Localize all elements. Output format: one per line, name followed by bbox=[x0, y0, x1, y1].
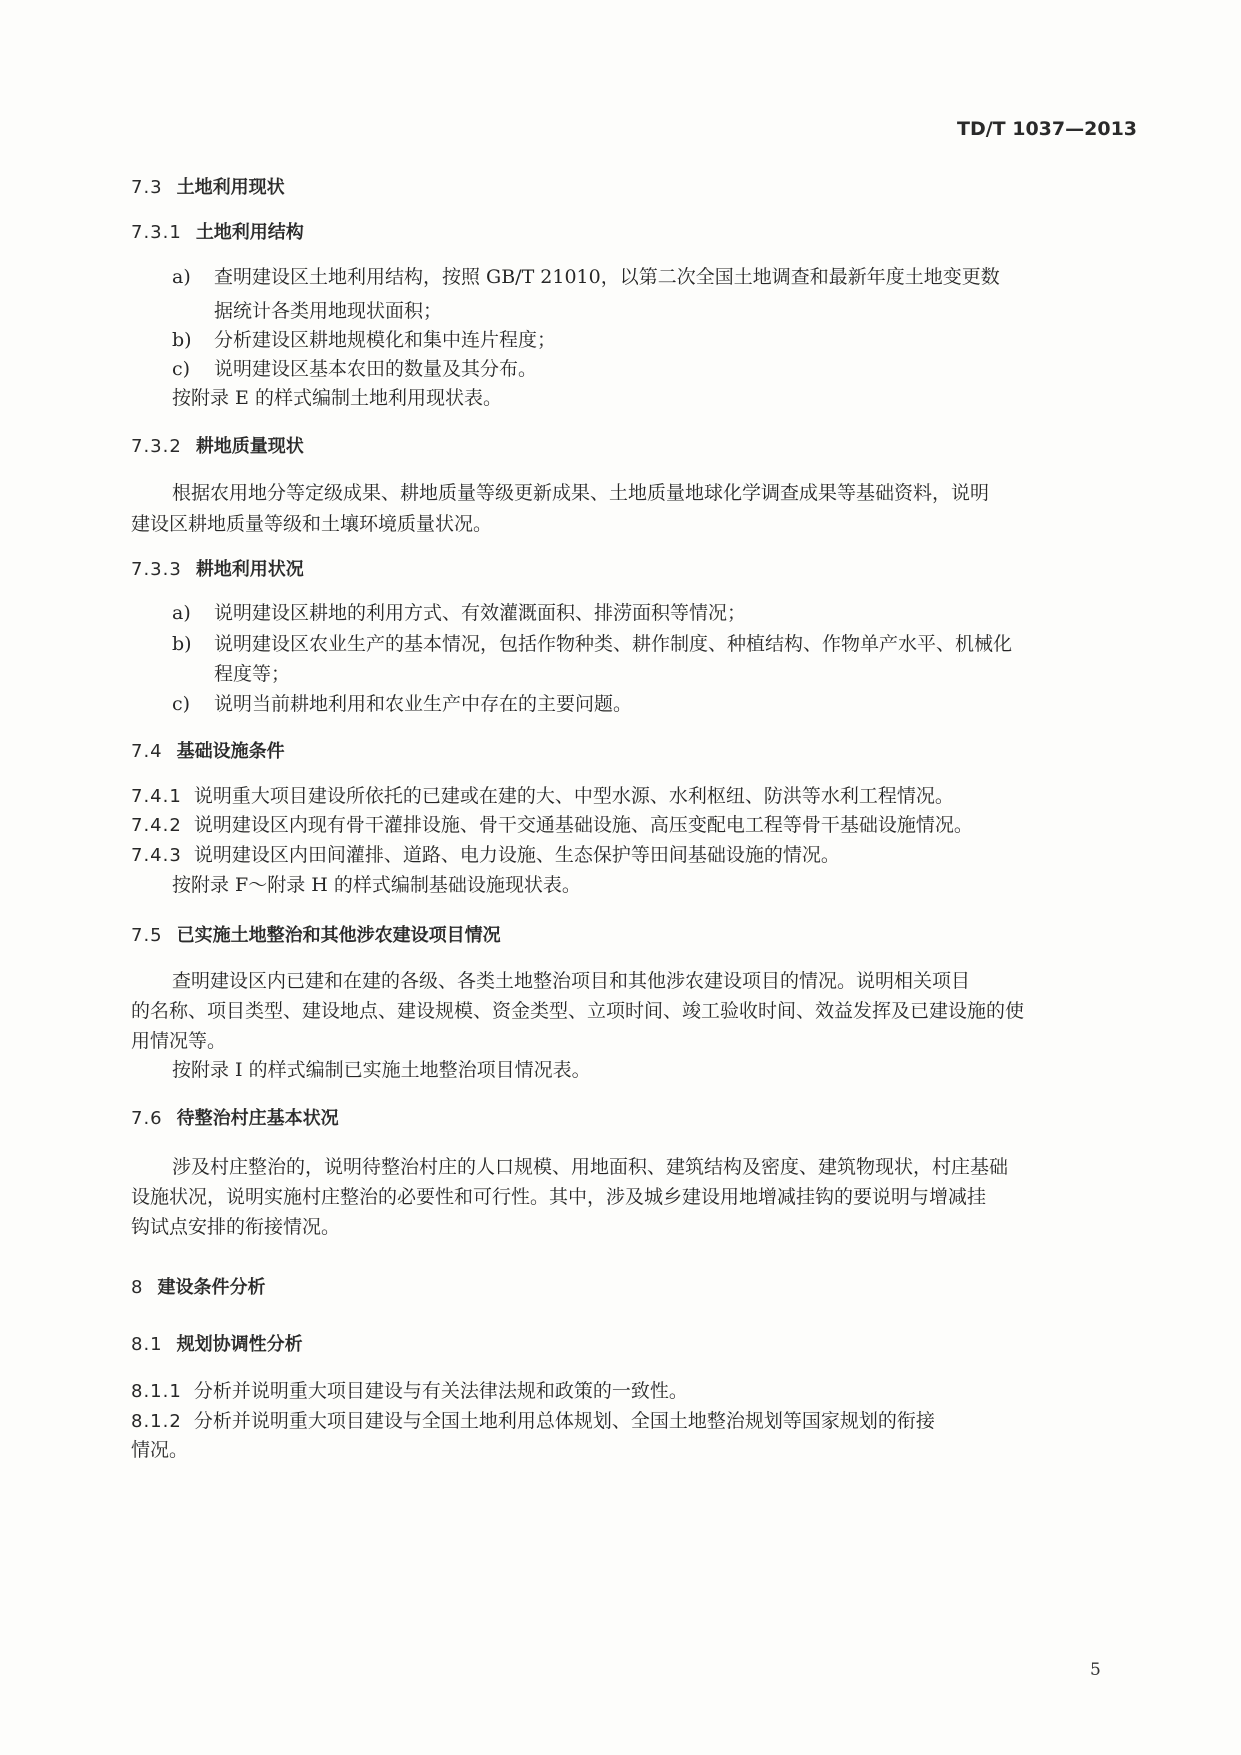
list-label: a) bbox=[172, 266, 191, 288]
standard-code-header: TD/T 1037—2013 bbox=[957, 118, 1138, 140]
note-text: 按附录 E 的样式编制土地利用现状表。 bbox=[172, 387, 502, 409]
paragraph-line: 涉及村庄整治的，说明待整治村庄的人口规模、用地面积、建筑结构及密度、建筑物现状，村庄基础 bbox=[172, 1156, 1009, 1178]
clause-text: 分析并说明重大项目建设与有关法律法规和政策的一致性。 bbox=[193, 1380, 688, 1402]
list-text-cont: 据统计各类用地现状面积； bbox=[214, 300, 443, 322]
paragraph-line: 根据农用地分等定级成果、耕地质量等级更新成果、土地质量地球化学调查成果等基础资料，说明 bbox=[172, 482, 990, 504]
list-text: 说明建设区耕地的利用方式、有效灌溉面积、排涝面积等情况； bbox=[214, 602, 747, 624]
clause-number: 8.1.1 bbox=[131, 1381, 182, 1402]
heading-number: 7.3.1 bbox=[131, 222, 182, 243]
heading-7-5 bbox=[131, 921, 501, 947]
list-item bbox=[172, 596, 746, 630]
clause-text: 说明重大项目建设所依托的已建或在建的大、中型水源、水利枢纽、防洪等水利工程情况。 bbox=[193, 785, 954, 807]
list-text-cont: 程度等； bbox=[214, 663, 291, 685]
heading-title: 已实施土地整治和其他涉农建设项目情况 bbox=[176, 925, 501, 946]
heading-title: 规划协调性分析 bbox=[176, 1334, 303, 1355]
heading-7-3-2 bbox=[131, 432, 304, 458]
list-text: 说明建设区基本农田的数量及其分布。 bbox=[214, 358, 538, 380]
heading-title: 耕地质量现状 bbox=[195, 436, 304, 457]
list-item bbox=[172, 687, 632, 721]
note-text: 按附录 F～附录 H 的样式编制基础设施现状表。 bbox=[172, 874, 581, 896]
heading-7-3 bbox=[131, 173, 285, 199]
paragraph-line: 查明建设区内已建和在建的各级、各类土地整治项目和其他涉农建设项目的情况。说明相关项目 bbox=[172, 970, 971, 992]
list-text: 分析建设区耕地规模化和集中连片程度； bbox=[214, 329, 557, 351]
heading-7-4 bbox=[131, 737, 285, 763]
list-label: c) bbox=[172, 693, 191, 715]
clause-text: 说明建设区内田间灌排、道路、电力设施、生态保护等田间基础设施的情况。 bbox=[193, 844, 840, 866]
list-text: 查明建设区土地利用结构，按照 GB/T 21010，以第二次全国土地调查和最新年度土地变更数 bbox=[214, 266, 1000, 288]
paragraph-line: 建设区耕地质量等级和土壤环境质量状况。 bbox=[131, 513, 493, 535]
note-text: 按附录 I 的样式编制已实施土地整治项目情况表。 bbox=[172, 1059, 591, 1081]
clause-8-1-2 bbox=[131, 1404, 935, 1439]
paragraph-line: 用情况等。 bbox=[131, 1030, 227, 1052]
clause-number: 7.4.2 bbox=[131, 815, 182, 836]
heading-number: 7.5 bbox=[131, 925, 163, 946]
heading-number: 7.3 bbox=[131, 177, 163, 198]
list-item bbox=[172, 627, 1012, 661]
heading-title: 土地利用现状 bbox=[176, 177, 285, 198]
list-text: 说明建设区农业生产的基本情况，包括作物种类、耕作制度、种植结构、作物单产水平、机械化 bbox=[214, 633, 1013, 655]
paragraph-line: 的名称、项目类型、建设地点、建设规模、资金类型、立项时间、竣工验收时间、效益发挥及已建设施的使 bbox=[131, 1000, 1025, 1022]
heading-number: 7.3.3 bbox=[131, 559, 182, 580]
clause-text: 说明建设区内现有骨干灌排设施、骨干交通基础设施、高压变配电工程等骨干基础设施情况。 bbox=[193, 814, 973, 836]
list-item bbox=[172, 260, 1000, 294]
clause-text: 分析并说明重大项目建设与全国土地利用总体规划、全国土地整治规划等国家规划的衔接 bbox=[193, 1410, 935, 1432]
paragraph-line: 设施状况，说明实施村庄整治的必要性和可行性。其中，涉及城乡建设用地增减挂钩的要说明与增减挂 bbox=[131, 1186, 987, 1208]
clause-text-cont: 情况。 bbox=[131, 1439, 189, 1461]
heading-number: 7.4 bbox=[131, 741, 163, 762]
heading-number: 7.6 bbox=[131, 1108, 163, 1129]
clause-number: 7.4.1 bbox=[131, 786, 182, 807]
heading-8-1 bbox=[131, 1330, 303, 1356]
list-label: c) bbox=[172, 358, 191, 380]
heading-number: 7.3.2 bbox=[131, 436, 182, 457]
heading-7-3-1 bbox=[131, 218, 304, 244]
heading-7-3-3 bbox=[131, 555, 304, 581]
heading-8 bbox=[131, 1273, 265, 1299]
heading-number: 8.1 bbox=[131, 1334, 163, 1355]
heading-title: 土地利用结构 bbox=[195, 222, 304, 243]
heading-7-6 bbox=[131, 1104, 339, 1130]
heading-number: 8 bbox=[131, 1277, 144, 1298]
heading-title: 待整治村庄基本状况 bbox=[176, 1108, 339, 1129]
page-number: 5 bbox=[1090, 1660, 1101, 1680]
heading-title: 基础设施条件 bbox=[176, 741, 285, 762]
clause-number: 7.4.3 bbox=[131, 845, 182, 866]
heading-title: 耕地利用状况 bbox=[195, 559, 304, 580]
heading-title: 建设条件分析 bbox=[157, 1277, 266, 1298]
list-label: b) bbox=[172, 633, 192, 655]
paragraph-line: 钩试点安排的衔接情况。 bbox=[131, 1216, 341, 1238]
clause-number: 8.1.2 bbox=[131, 1411, 182, 1432]
list-label: b) bbox=[172, 329, 192, 351]
list-text: 说明当前耕地利用和农业生产中存在的主要问题。 bbox=[214, 693, 633, 715]
list-label: a) bbox=[172, 602, 191, 624]
